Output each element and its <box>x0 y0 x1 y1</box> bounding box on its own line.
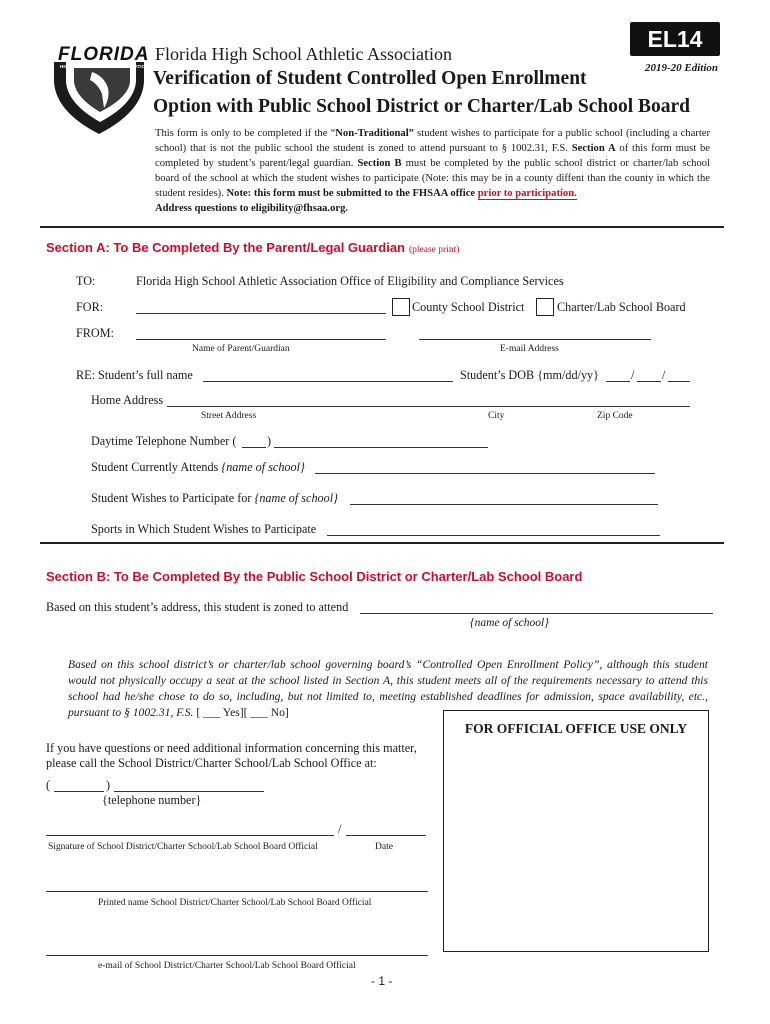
date-caption: Date <box>375 842 393 852</box>
street-caption: Street Address <box>201 411 257 421</box>
to-label: TO: <box>76 274 96 288</box>
intro-note: Note: this form must be submitted to the FHSAA office <box>226 188 478 199</box>
intro-text: of this form must be completed by student’s parent/legal guardian. <box>155 143 711 169</box>
current-school-field[interactable] <box>315 473 655 474</box>
intro-section-b: Section B <box>357 158 402 169</box>
zip-caption: Zip Code <box>597 411 633 421</box>
for-field[interactable] <box>136 313 386 314</box>
city-caption: City <box>488 411 505 421</box>
wish-school-text: Student Wishes to Participate for <box>91 491 252 505</box>
intro-prior-to-participation: prior to participation. <box>477 188 577 199</box>
dob-year-field[interactable] <box>668 381 690 382</box>
form-code-badge: EL14 <box>630 22 720 56</box>
dob-separator: / <box>662 368 666 382</box>
section-a-title: Section A: To Be Completed By the Parent/Legal Guardian <box>46 240 405 255</box>
zoned-school-label: Based on this student’s address, this student is zoned to attend <box>46 600 349 614</box>
phone-close-paren: ) <box>267 434 272 448</box>
current-school-text: Student Currently Attends <box>91 460 219 474</box>
phone-field[interactable] <box>274 447 488 448</box>
dob-label: Student’s DOB {mm/dd/yy} <box>460 368 600 382</box>
official-email-field[interactable] <box>46 955 428 956</box>
intro-paragraph <box>155 126 710 216</box>
from-label: FROM: <box>76 326 114 340</box>
email-caption: E-mail Address <box>500 344 559 354</box>
wish-school-label <box>91 491 338 506</box>
section-b-heading: Section B: To Be Completed By the Public School District or Charter/Lab School Board <box>46 569 583 584</box>
county-district-checkbox[interactable] <box>392 298 410 316</box>
questions-line-1: If you have questions or need additional information concerning this matter, <box>46 741 417 755</box>
section-a-heading <box>46 239 459 257</box>
signature-date-slash: / <box>338 822 342 836</box>
fhsaa-logo <box>44 42 152 138</box>
office-phone-close-paren: ) <box>106 778 111 792</box>
sports-field[interactable] <box>327 535 660 536</box>
intro-non-traditional: Non-Traditional” <box>335 128 414 139</box>
current-school-label <box>91 460 305 475</box>
home-address-field[interactable] <box>167 406 690 407</box>
parent-name-field[interactable] <box>136 339 386 340</box>
office-use-box <box>443 710 709 952</box>
signature-date-field[interactable] <box>346 835 426 836</box>
divider <box>40 542 724 544</box>
phone-label: Daytime Telephone Number ( <box>91 434 237 448</box>
current-school-hint: {name of school} <box>221 460 305 474</box>
wish-school-hint: {name of school} <box>254 491 338 505</box>
office-phone-field[interactable] <box>114 791 264 792</box>
wish-school-field[interactable] <box>350 504 658 505</box>
to-value: Florida High School Athletic Association Office of Eligibility and Compliance Services <box>136 274 564 288</box>
divider <box>40 226 724 228</box>
office-area-code-field[interactable] <box>54 791 104 792</box>
student-name-field[interactable] <box>203 381 453 382</box>
policy-text: Based on this school district’s or charter/lab school governing board’s “Controlled Open Enrollment Policy”, although this student would not physically occupy a seat at the school listed in Section A, this student meets all of the requirements necessary to attend this school had he/she chose to do so, including, but not limited to, meeting established deadlines for admission, space availability, etc., pursuant to § 1002.31, F.S. <box>68 658 708 719</box>
intro-section-a: Section A <box>571 143 616 154</box>
parent-name-caption: Name of Parent/Guardian <box>192 344 290 354</box>
title-line-1: Verification of Student Controlled Open Enrollment <box>153 68 587 89</box>
logo-subtext: HIGH SCHOOL ATHLETIC ASSOCIATION <box>60 64 149 69</box>
intro-text: student wishes to participate for a public school (including a charter school) that is not the public school the student is zoned to attend pursuant to § 1002.31, F.S. <box>155 128 710 154</box>
intro-text: This form is only to be completed if the “ <box>155 128 336 139</box>
title-line-2: Option with Public School District or Charter/Lab School Board <box>153 96 690 117</box>
charter-lab-label: Charter/Lab School Board <box>557 300 686 314</box>
email-field[interactable] <box>419 339 651 340</box>
area-code-field[interactable] <box>242 447 266 448</box>
dob-month-field[interactable] <box>606 381 630 382</box>
home-address-label: Home Address <box>91 393 164 407</box>
printed-name-field[interactable] <box>46 891 428 892</box>
please-print-note: (please print) <box>409 245 460 255</box>
org-name: Florida High School Athletic Association <box>155 44 452 64</box>
office-phone-open-paren: ( <box>46 778 51 792</box>
zoned-school-field[interactable] <box>360 613 713 614</box>
for-label: FOR: <box>76 300 104 314</box>
page-number: - 1 - <box>371 974 393 988</box>
sports-label: Sports in Which Student Wishes to Participate <box>91 522 317 536</box>
logo-wordmark: FLORIDA <box>58 44 150 65</box>
intro-address-questions: Address questions to eligibility@fhsaa.org. <box>155 203 349 214</box>
official-email-caption: e-mail of School District/Charter School/Lab School Board Official <box>98 961 356 971</box>
county-district-label: County School District <box>412 300 525 314</box>
edition-label: 2019-20 Edition <box>645 62 719 74</box>
zoned-school-hint: {name of school} <box>470 617 549 629</box>
student-name-label: RE: Student’s full name <box>76 368 193 382</box>
questions-line-2: please call the School District/Charter School/Lab School Office at: <box>46 756 377 770</box>
signature-caption: Signature of School District/Charter School/Lab School Board Official <box>48 842 318 852</box>
dob-separator: / <box>631 368 635 382</box>
yes-no-selection[interactable]: [ ___ Yes][ ___ No] <box>196 706 289 719</box>
printed-name-caption: Printed name School District/Charter School/Lab School Board Official <box>98 898 372 908</box>
intro-text: must be completed by the public school district or charter/lab school board of the school at which the student wishes to participate (Note: this may be in a county diffent than the county in which the student resides). <box>155 158 711 199</box>
charter-lab-checkbox[interactable] <box>536 298 554 316</box>
office-use-label: FOR OFFICIAL OFFICE USE ONLY <box>464 721 688 736</box>
dob-day-field[interactable] <box>637 381 661 382</box>
signature-field[interactable] <box>46 835 334 836</box>
office-phone-caption: {telephone number} <box>102 793 202 807</box>
